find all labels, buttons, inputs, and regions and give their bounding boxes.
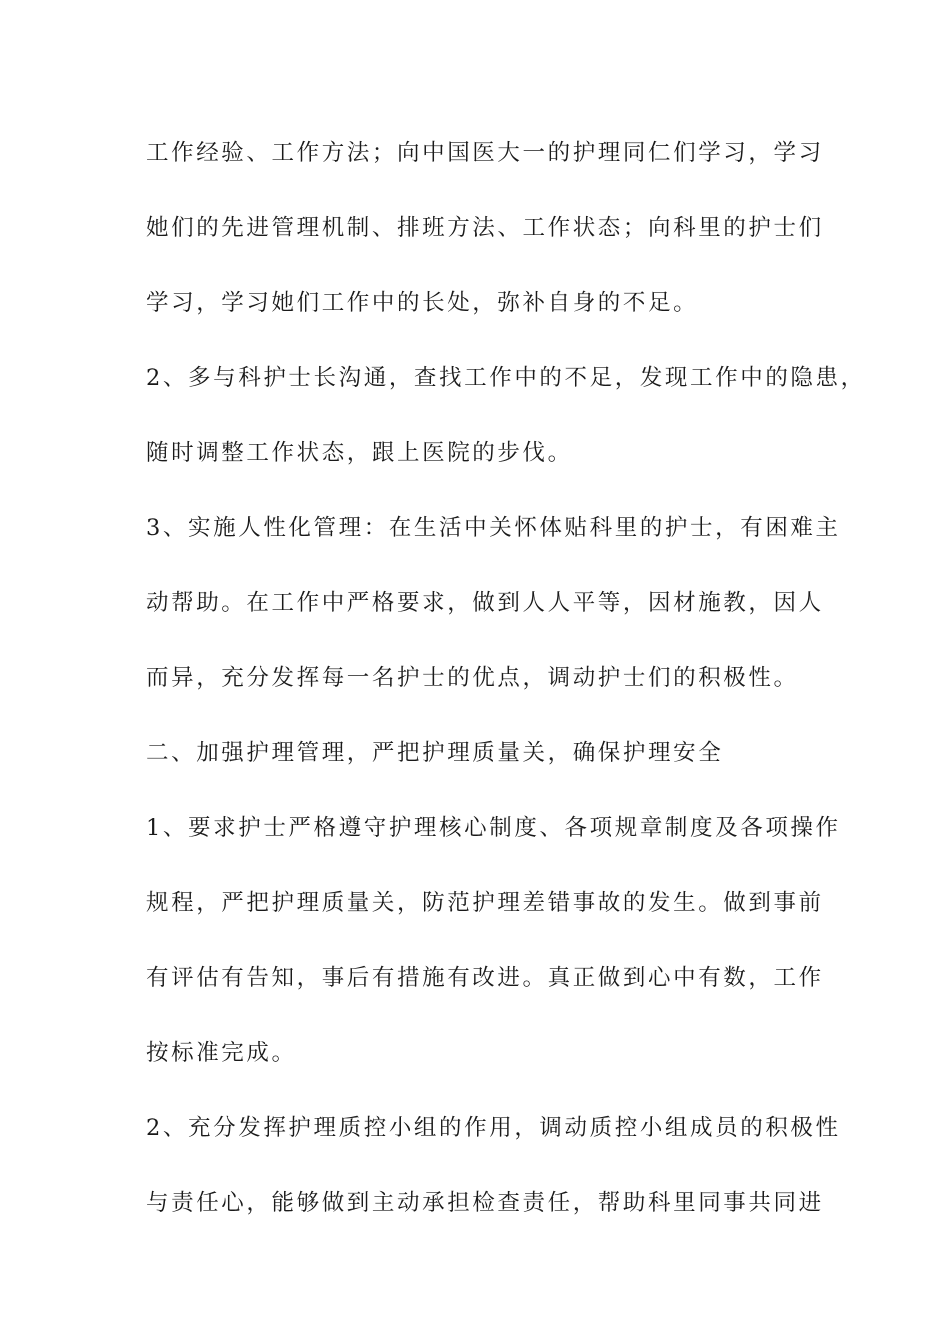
text-line: 动帮助。在工作中严格要求，做到人人平等，因材施教，因人 — [146, 590, 824, 616]
text-line: 3、实施人性化管理：在生活中关怀体贴科里的护士，有困难主 — [146, 515, 841, 541]
text-line: 有评估有告知，事后有措施有改进。真正做到心中有数，工作 — [146, 965, 824, 991]
text-line: 她们的先进管理机制、排班方法、工作状态；向科里的护士们 — [146, 215, 824, 241]
text-line: 规程，严把护理质量关，防范护理差错事故的发生。做到事前 — [146, 890, 824, 916]
document-body — [146, 130, 866, 1255]
text-line: 随时调整工作状态，跟上医院的步伐。 — [146, 440, 573, 466]
text-line: 而异，充分发挥每一名护士的优点，调动护士们的积极性。 — [146, 665, 799, 691]
text-line: 2、多与科护士长沟通，查找工作中的不足，发现工作中的隐患， — [146, 365, 866, 391]
text-line: 1、要求护士严格遵守护理核心制度、各项规章制度及各项操作 — [146, 815, 841, 841]
text-line: 2、充分发挥护理质控小组的作用，调动质控小组成员的积极性 — [146, 1115, 841, 1141]
text-line: 学习，学习她们工作中的长处，弥补自身的不足。 — [146, 290, 699, 316]
text-line: 工作经验、工作方法；向中国医大一的护理同仁们学习，学习 — [146, 140, 824, 166]
text-line: 按标准完成。 — [146, 1040, 297, 1066]
section-heading: 二、加强护理管理，严把护理质量关，确保护理安全 — [146, 740, 724, 766]
text-line: 与责任心，能够做到主动承担检查责任，帮助科里同事共同进 — [146, 1190, 824, 1216]
